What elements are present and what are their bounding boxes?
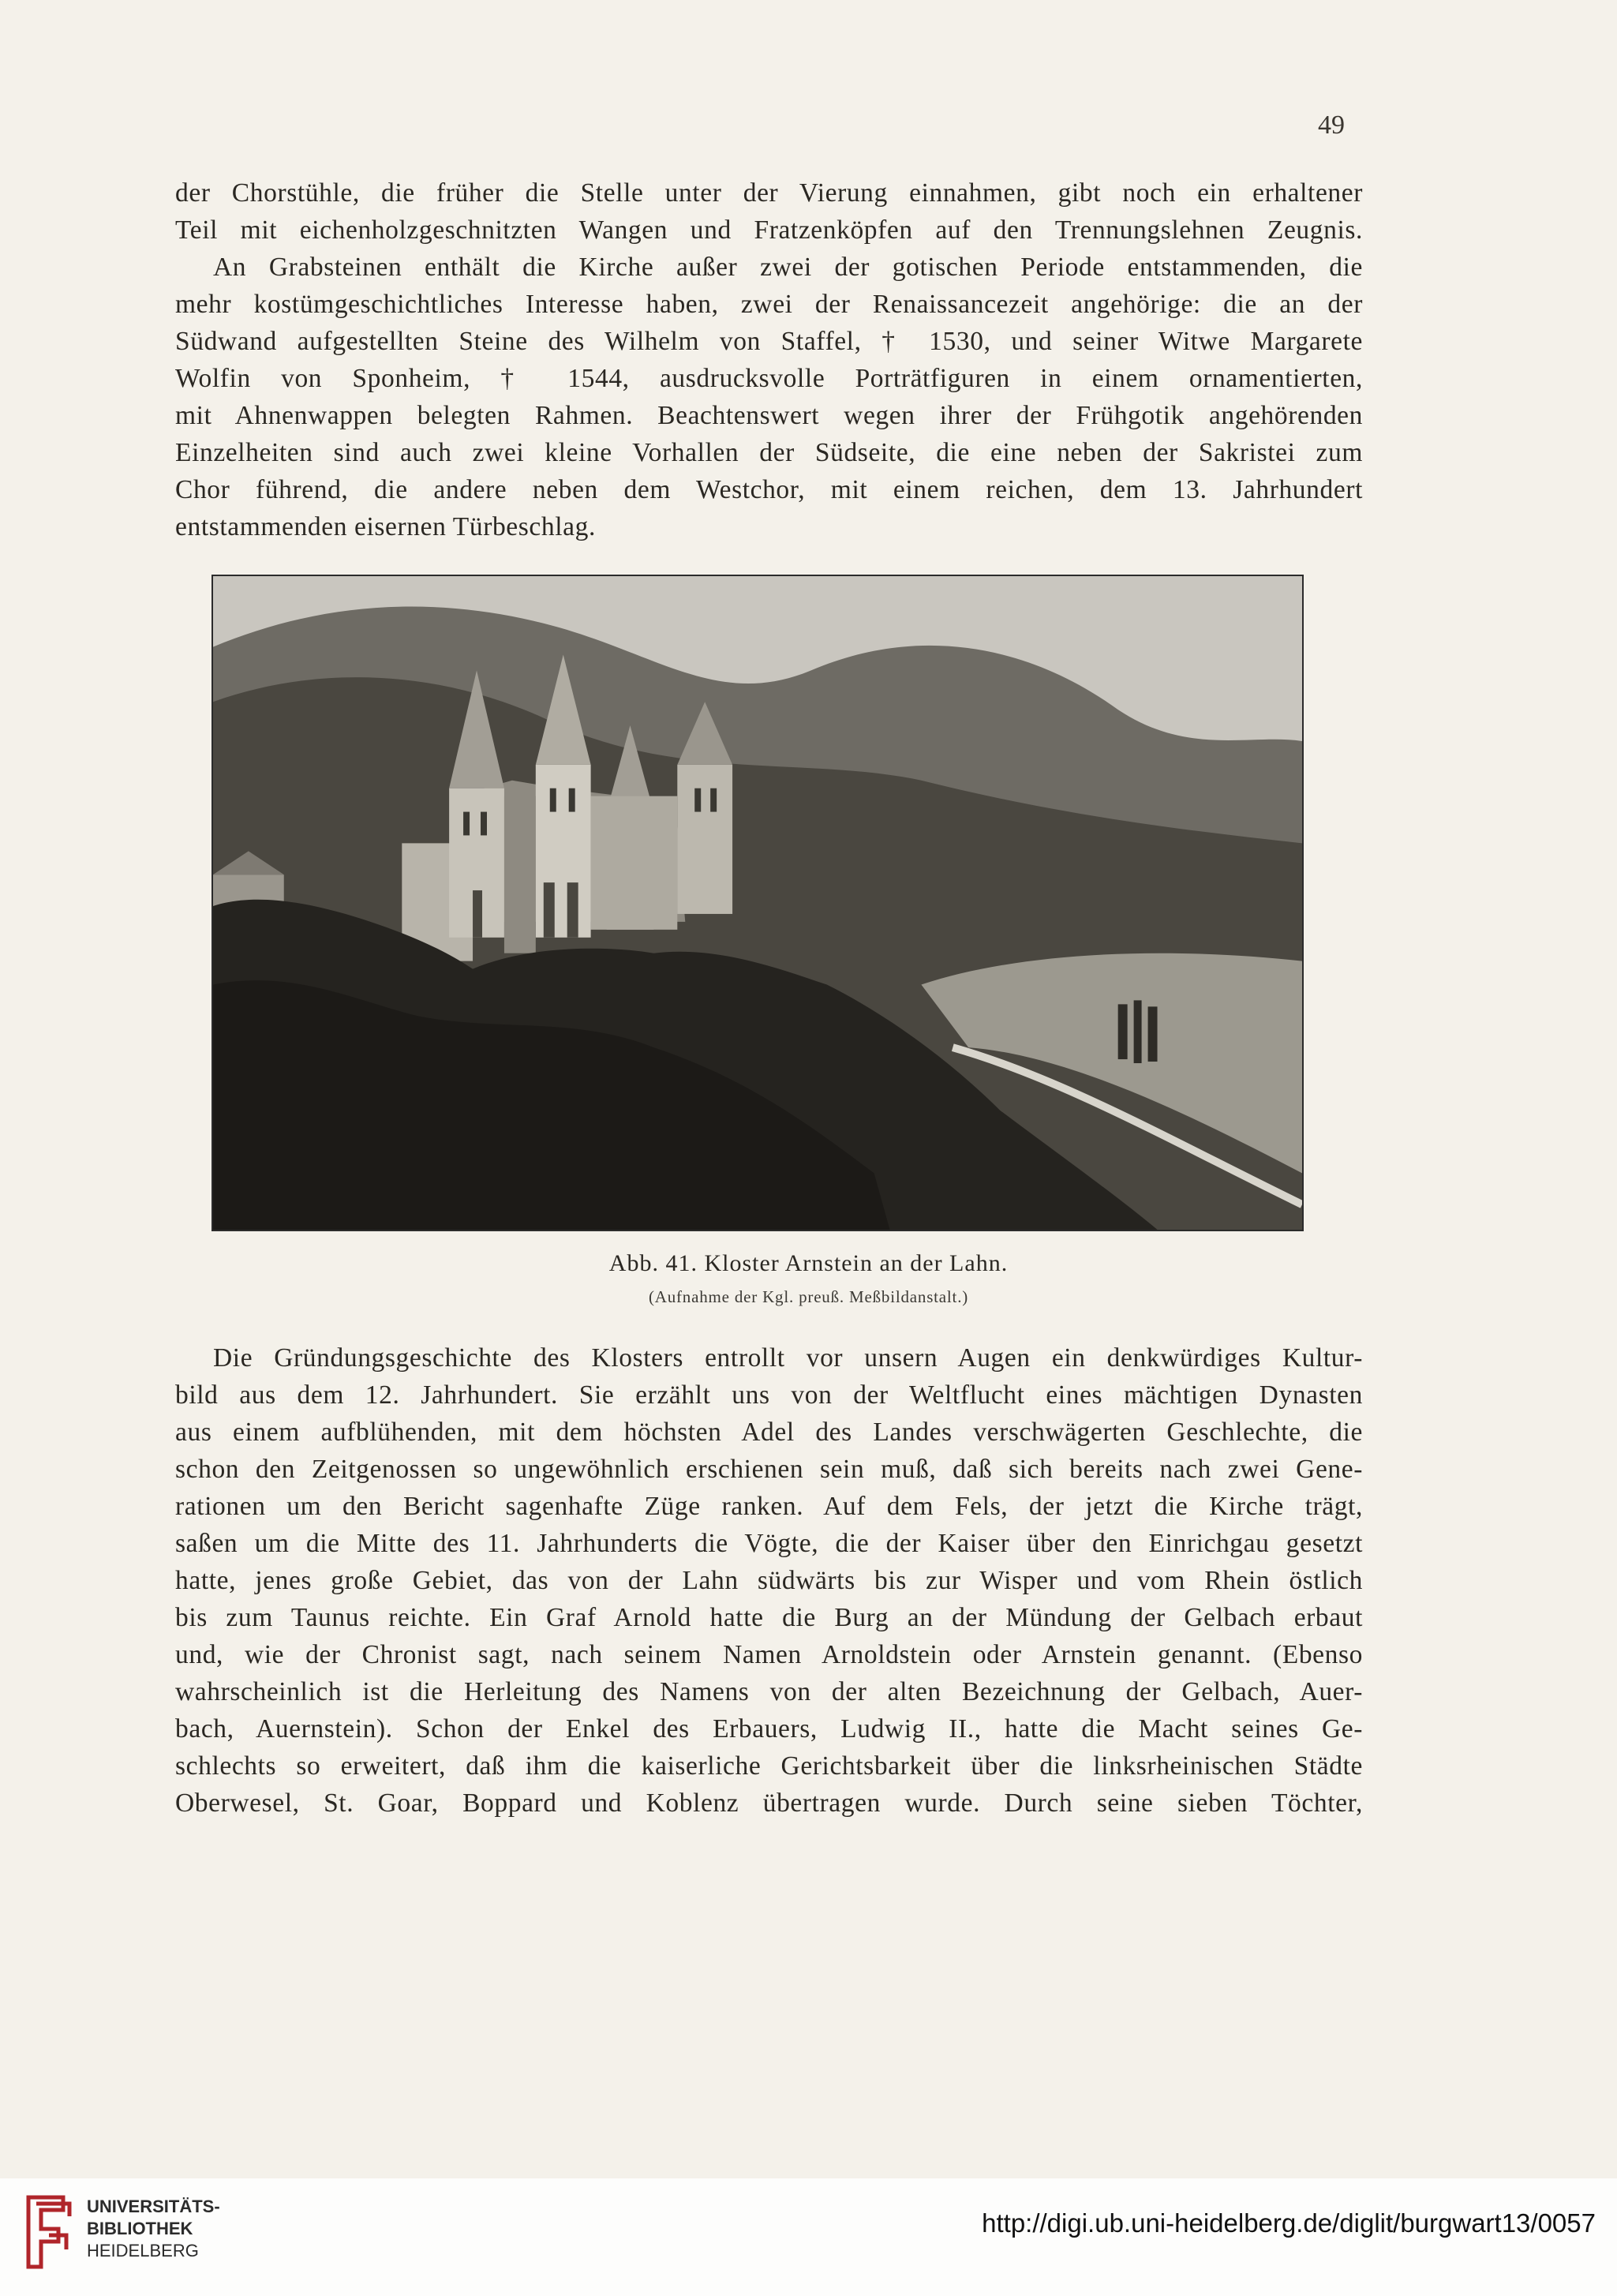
text-line: hatte, jenes große Gebiet, das von der Lahn südwärts bis zur Wisper und vom Rhein östlich (175, 1566, 1363, 1595)
library-line-1: UNIVERSITÄTS- (87, 2197, 220, 2216)
text-line: mit Ahnenwappen belegten Rahmen. Beachtenswert wegen ihrer der Frühgotik angehörenden (175, 401, 1363, 430)
university-library-logo-icon (17, 2194, 73, 2270)
text-line: saßen um die Mitte des 11. Jahrhunderts die Vögte, die der Kaiser über den Einrichgau gesetzt (175, 1529, 1363, 1558)
paragraph-2 (175, 1339, 1363, 1822)
text-line: schon den Zeitgenossen so ungewöhnlich erschienen sein muß, daß sich bereits nach zwei Gene- (175, 1455, 1363, 1484)
page-number: 49 (1318, 110, 1345, 140)
text-line: Teil mit eichenholzgeschnitzten Wangen und Fratzenköpfen auf den Trennungslehnen Zeugnis. (175, 215, 1363, 245)
source-url-link[interactable]: http://digi.ub.uni-heidelberg.de/diglit/burgwart13/0057 (982, 2208, 1596, 2238)
text-line: rationen um den Bericht sagenhafte Züge ranken. Auf dem Fels, der jetzt die Kirche trägt, (175, 1492, 1363, 1521)
library-line-2: BIBLIOTHEK (87, 2219, 193, 2238)
text-line: mehr kostümgeschichtliches Interesse haben, zwei der Renaissancezeit angehörige: die an der (175, 290, 1363, 319)
text-line: und, wie der Chronist sagt, nach seinem Namen Arnoldstein oder Arnstein genannt. (Ebenso (175, 1640, 1363, 1669)
figure-photograph (211, 575, 1304, 1231)
paragraph-1 (175, 174, 1363, 545)
text-line: Chor führend, die andere neben dem Westchor, mit einem reichen, dem 13. Jahrhundert (175, 475, 1363, 504)
text-line: entstammenden eisernen Türbeschlag. (175, 512, 596, 541)
figure-credit: (Aufnahme der Kgl. preuß. Meßbildanstalt.) (648, 1287, 969, 1306)
text-line: Wolfin von Sponheim, † 1544, ausdrucksvolle Porträtfiguren in einem ornamentierten, (175, 364, 1363, 393)
kloster-arnstein-photo (213, 576, 1302, 1230)
text-line: wahrscheinlich ist die Herleitung des Namens von der alten Bezeichnung der Gelbach, Auer- (175, 1677, 1363, 1706)
text-line: aus einem aufblühenden, mit dem höchsten Adel des Landes verschwägerten Geschlechte, die (175, 1418, 1363, 1447)
library-name (87, 2196, 220, 2262)
figure-caption: Abb. 41. Kloster Arnstein an der Lahn. (608, 1250, 1009, 1276)
text-line: Südwand aufgestellten Steine des Wilhelm von Staffel, † 1530, und seiner Witwe Margarete (175, 327, 1363, 356)
text-line: Die Gründungsgeschichte des Klosters entrollt vor unsern Augen ein denkwürdiges Kultur- (213, 1343, 1363, 1373)
text-line: schlechts so erweitert, daß ihm die kaiserliche Gerichtsbarkeit über die linksrheinischen Städte (175, 1751, 1363, 1781)
text-line: Oberwesel, St. Goar, Boppard und Koblenz übertragen wurde. Durch seine sieben Töchter, (175, 1788, 1363, 1818)
text-line: Einzelheiten sind auch zwei kleine Vorhallen der Südseite, die eine neben der Sakristei zum (175, 438, 1363, 467)
text-line: der Chorstühle, die früher die Stelle unter der Vierung einnahmen, gibt noch ein erhaltener (175, 178, 1363, 208)
text-line: bach, Auernstein). Schon der Enkel des Erbauers, Ludwig II., hatte die Macht seines Ge- (175, 1714, 1363, 1744)
text-line: bild aus dem 12. Jahrhundert. Sie erzählt uns von der Weltflucht eines mächtigen Dynasten (175, 1380, 1363, 1410)
library-line-3: HEIDELBERG (87, 2241, 199, 2260)
text-line: bis zum Taunus reichte. Ein Graf Arnold hatte die Burg an der Mündung der Gelbach erbaut (175, 1603, 1363, 1632)
text-line: An Grabsteinen enthält die Kirche außer zwei der gotischen Periode entstammenden, die (213, 253, 1363, 282)
